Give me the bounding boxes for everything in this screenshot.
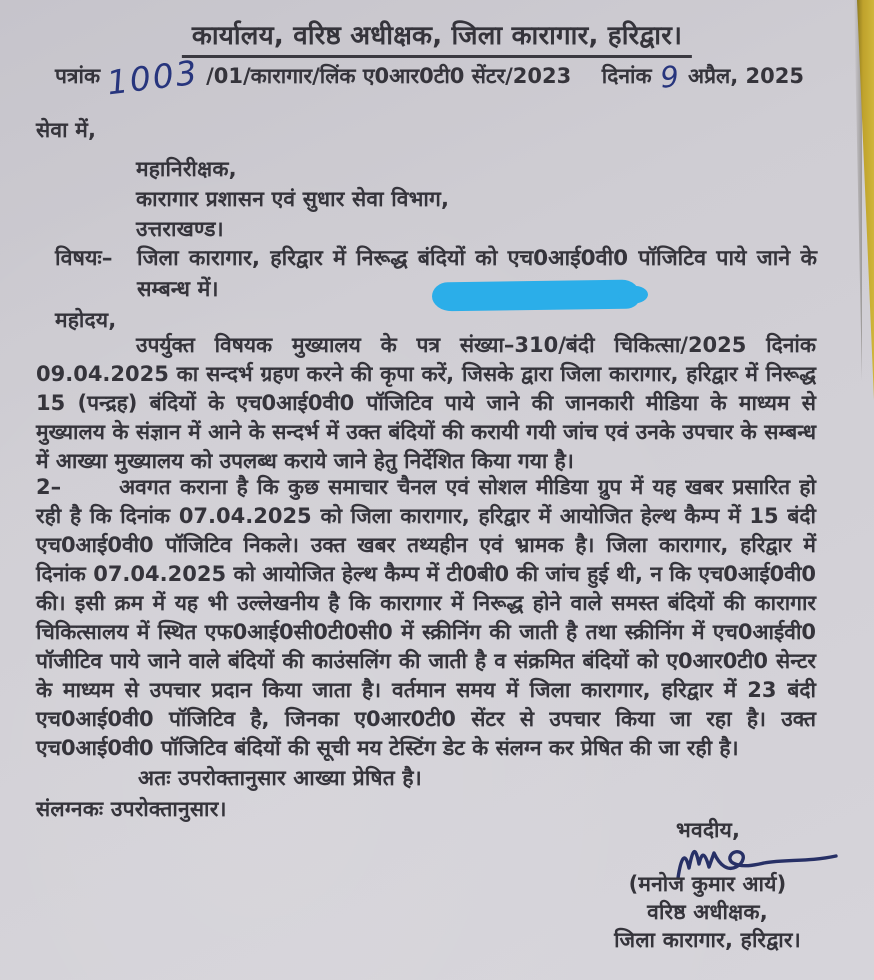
handwritten-ref-number: 1003 [104, 52, 201, 103]
blue-marker-redaction-stroke [432, 280, 640, 312]
recipient-line-designation: महानिरीक्षक, [136, 157, 237, 181]
signatory-office: जिला कारागार, हरिद्वार। [614, 928, 801, 952]
office-letterhead-title: कार्यालय, वरिष्ठ अधीक्षक, जिला कारागार, हरिद्वार। [182, 16, 692, 58]
ref-number-label: पत्रांक [55, 64, 101, 88]
subject-label: विषयः– [55, 246, 113, 271]
paragraph-2 [36, 473, 816, 763]
recipient-line-department: कारागार प्रशासन एवं सुधार सेवा विभाग, [136, 187, 450, 211]
enclosure-line: संलग्नकः उपरोक्तानुसार। [36, 797, 227, 821]
date-text: अप्रैल, 2025 [688, 64, 804, 88]
recipient-address-block [136, 154, 449, 244]
closing-line: अतः उपरोक्तानुसार आख्या प्रेषित है। [138, 766, 422, 790]
signature-block [565, 870, 850, 954]
paragraph-1: उपर्युक्त विषयक मुख्यालय के पत्र संख्या–310/बंदी चिकित्सा/2025 दिनांक 09.04.2025 का सन्दर्भ ग्रहण करने की कृपा करें, जिसके द्वारा जिला कारागार, हरिद्वार में निरूद्ध 15 (पन्द्रह) बंदियों के एच0आई0वी0 पॉजिटिव पाये जाने की जानकारी मीडिया के माध्यम से मुख्यालय के संज्ञान में आने के सन्दर्भ में उक्त बंदियों की करायी गयी जांच एवं उनके उपचार के सम्बन्ध में आख्या मुख्यालय को उपलब्ध कराये जाने हेतु निर्देशित किया गया है। [36, 333, 816, 473]
handwritten-date-day: 9 [658, 59, 680, 95]
date-label: दिनांक [601, 64, 652, 88]
signatory-designation: वरिष्ठ अधीक्षक, [647, 900, 768, 924]
recipient-salutation: सेवा में, [36, 118, 97, 142]
subject-text: जिला कारागार, हरिद्वार में निरूद्ध बंदियों को एच0आई0वी0 पॉजिटिव पाये जाने के सम्बन्ध में। [137, 246, 817, 302]
paragraph-2-text: अवगत कराना है कि कुछ समाचार चैनल एवं सोशल मीडिया ग्रुप में यह खबर प्रसारित हो रही है कि दिनांक 07.04.2025 को जिला कारागार, हरिद्वार में आयोजित हेल्थ कैम्प में 15 बंदी एच0आई0वी0 पॉजिटिव निकले। उक्त खबर तथ्यहीन एवं भ्रामक है। जिला कारागार, हरिद्वार में दिनांक 07.04.2025 को आयोजित हेल्थ कैम्प में टी0बी0 की जांच हुई थी, न कि एच0आई0वी0 की। इसी क्रम में यह भी उल्लेखनीय है कि कारागार में निरूद्ध होने वाले समस्त बंदियों की कारागार चिकित्सालय में स्थित एफ0आई0सी0टी0सी0 में स्क्रीनिंग की जाती है तथा स्क्रीनिंग में एच0आईवी0 पॉजीटिव पाये जाने वाले बंदियों की काउंसलिंग की जाती है व संक्रमित बंदियों को ए0आर0टी0 सेन्टर के माध्यम से उपचार प्रदान किया जाता है। वर्तमान समय में जिला कारागार, हरिद्वार में 23 बंदी एच0आई0वी0 पॉजिटिव है, जिनका ए0आर0टी0 सेंटर से उपचार किया जा रहा है। उक्त एच0आई0वी0 पॉजिटिव बंदियों की सूची मय टेस्टिंग डेट के संलग्न कर प्रेषित की जा रही है। [36, 475, 816, 760]
signatory-name: (मनोज कुमार आर्य) [628, 872, 787, 896]
valediction: भवदीय, [676, 818, 741, 842]
paragraph-2-number: 2– [36, 475, 62, 499]
ref-number-text: /01/कारागार/लिंक ए0आर0टी0 सेंटर/2023 [206, 64, 572, 88]
letter-greeting: महोदय, [55, 308, 117, 332]
reference-line [55, 52, 804, 103]
recipient-line-state: उत्तराखण्ड। [136, 217, 224, 241]
